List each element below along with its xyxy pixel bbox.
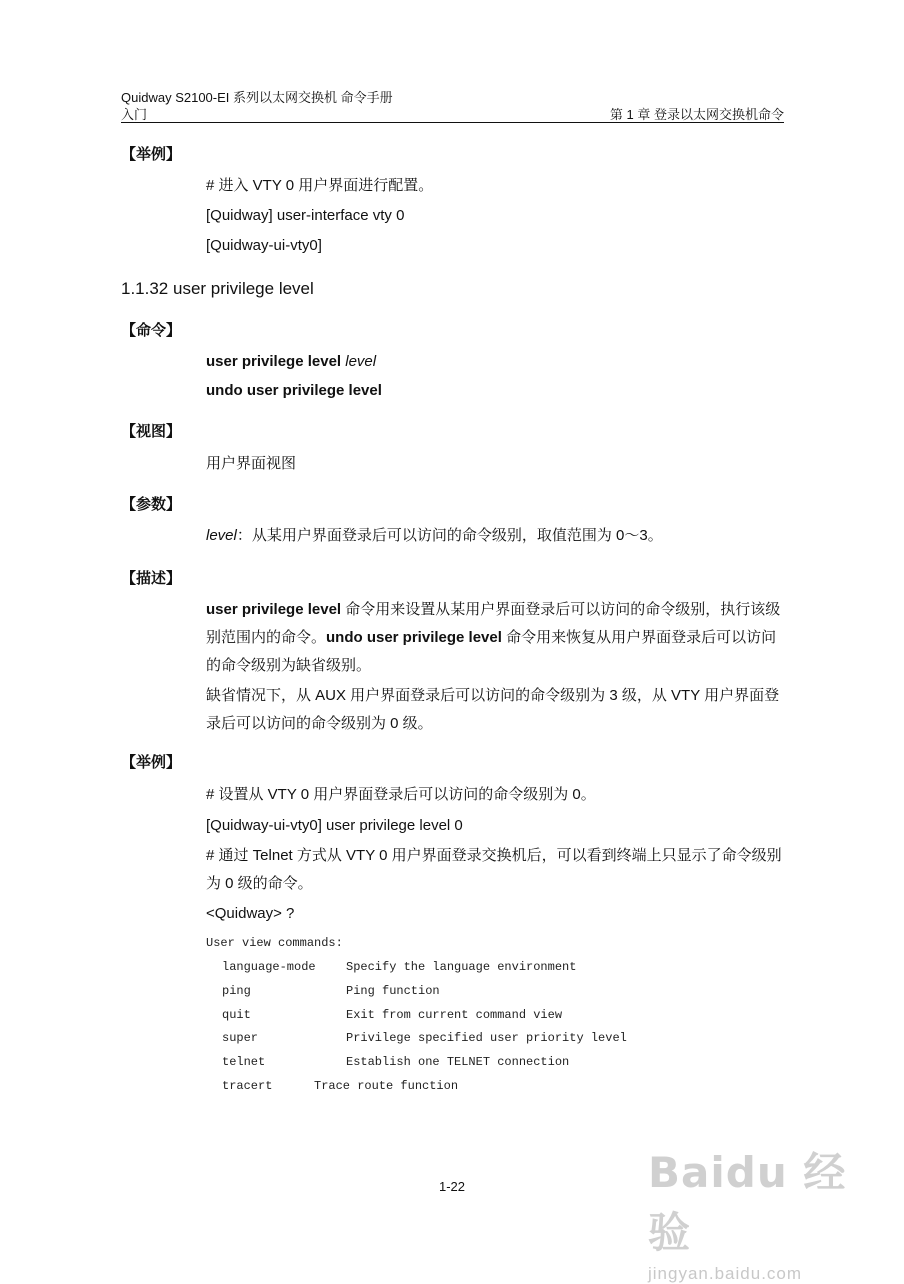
watermark-url: jingyan.baidu.com — [648, 1264, 803, 1283]
description-paragraph-2: 缺省情况下，从 AUX 用户界面登录后可以访问的命令级别为 3 级，从 VTY 用户界面登录后可以访问的命令级别为 0 级。 — [206, 687, 780, 732]
example-heading: 【举例】 — [121, 754, 182, 771]
command-name: ping — [222, 984, 251, 998]
header-divider — [121, 122, 784, 123]
command-desc: Trace route function — [314, 1079, 459, 1093]
command-name: tracert — [222, 1079, 273, 1093]
example-line: [Quidway] user-interface vty 0 — [206, 207, 405, 224]
params-heading: 【参数】 — [121, 496, 182, 513]
example-heading: 【举例】 — [121, 146, 182, 163]
terminal-title: User view commands: — [206, 936, 343, 950]
view-heading: 【视图】 — [121, 423, 182, 440]
desc-keyword: user privilege level — [206, 601, 342, 618]
terminal-row — [0, 1031, 904, 1055]
terminal-row — [0, 984, 904, 1008]
watermark-logo: Baidu 经验 — [648, 1148, 847, 1257]
description-heading: 【描述】 — [121, 570, 182, 587]
command-desc: Establish one TELNET connection — [346, 1055, 570, 1069]
command-desc: Exit from current command view — [346, 1008, 563, 1022]
command-name: language-mode — [222, 960, 316, 974]
example-line: # 通过 Telnet 方式从 VTY 0 用户界面登录交换机后，可以看到终端上只显示了命令级别为 0 级的命令。 — [206, 847, 782, 892]
example-line: <Quidway> ? — [206, 905, 295, 922]
terminal-row — [0, 1079, 904, 1103]
command-param: level — [345, 353, 377, 370]
terminal-row — [0, 960, 904, 984]
example-line: # 设置从 VTY 0 用户界面登录后可以访问的命令级别为 0。 — [206, 786, 596, 803]
description-paragraph-1 — [206, 596, 786, 680]
header-chapter: 第 1 章 登录以太网交换机命令 — [609, 107, 784, 122]
watermark — [648, 1140, 848, 1283]
desc-keyword: undo user privilege level — [326, 629, 502, 646]
param-name: level — [206, 527, 237, 544]
command-syntax — [206, 348, 786, 376]
header-title: Quidway S2100-EI 系列以太网交换机 命令手册 — [121, 90, 393, 105]
param-text: ：从某用户界面登录后可以访问的命令级别，取值范围为 0～3。 — [236, 527, 663, 544]
undo-command-syntax: undo user privilege level — [206, 382, 382, 399]
desc-text: 命令用来恢复从用户界面登录后可以访问的命令级别为缺省级别。 — [206, 629, 777, 674]
command-desc: Privilege specified user priority level — [346, 1031, 627, 1045]
command-name: quit — [222, 1008, 251, 1022]
terminal-row — [0, 1008, 904, 1032]
terminal-row — [0, 1055, 904, 1079]
example-line: [Quidway-ui-vty0] — [206, 237, 322, 254]
desc-text: 命令用来设置从某用户界面登录后可以访问的命令级别，执行该级别范围内的命令。 — [206, 601, 781, 646]
page-number: 1-22 — [438, 1179, 466, 1194]
view-text: 用户界面视图 — [206, 455, 297, 472]
command-keyword: user privilege level — [206, 353, 346, 370]
command-desc: Ping function — [346, 984, 440, 998]
section-title: 1.1.32 user privilege level — [121, 279, 314, 298]
command-heading: 【命令】 — [121, 322, 182, 339]
param-description — [206, 522, 786, 550]
command-name: super — [222, 1031, 259, 1045]
command-name: telnet — [222, 1055, 266, 1069]
example-line: [Quidway-ui-vty0] user privilege level 0 — [206, 817, 463, 834]
example-line: # 进入 VTY 0 用户界面进行配置。 — [206, 177, 434, 194]
command-desc: Specify the language environment — [346, 960, 577, 974]
header-subtitle: 入门 — [121, 107, 148, 122]
